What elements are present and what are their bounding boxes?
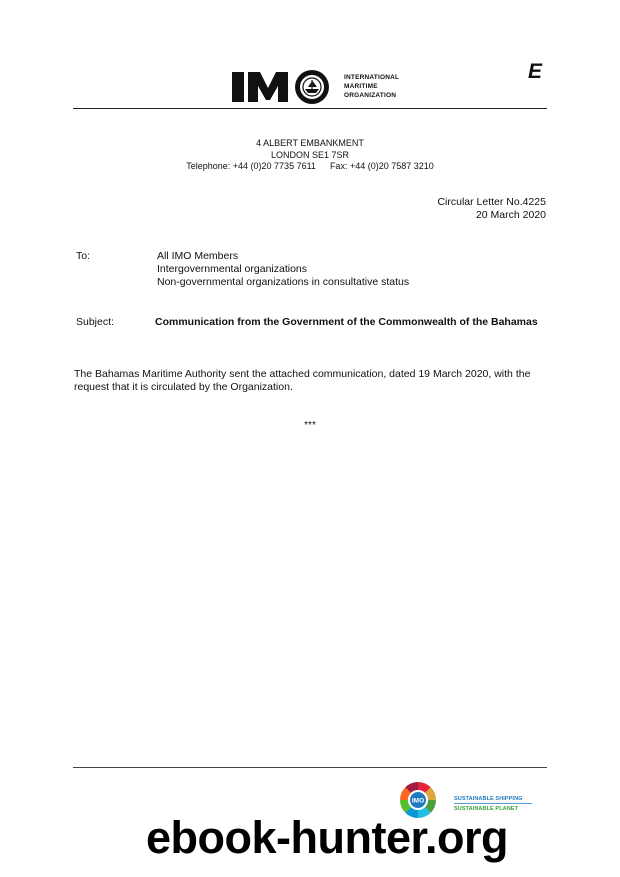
fax: Fax: +44 (0)20 7587 3210 <box>329 161 434 171</box>
recipient-item: Intergovernmental organizations <box>157 263 308 275</box>
imo-logo <box>230 66 420 108</box>
address-line: LONDON SE1 7SR <box>270 149 350 160</box>
address-line: 4 ALBERT EMBANKMENT <box>256 138 364 148</box>
footer-divider <box>73 767 547 768</box>
subject-label: Subject: <box>76 316 114 328</box>
reference-block <box>437 196 546 221</box>
section-separator: *** <box>304 420 316 431</box>
subject-text: Communication from the Government of the Commonwealth of the Bahamas <box>155 316 538 328</box>
recipient-item: Non-governmental organizations in consultative status <box>157 276 410 288</box>
header-divider <box>73 108 547 109</box>
watermark: ebook-hunter.org <box>146 812 508 863</box>
language-mark: E <box>527 60 542 83</box>
telephone: Telephone: +44 (0)20 7735 7611 <box>186 161 316 171</box>
circular-number: Circular Letter No.4225 <box>437 196 546 208</box>
to-label: To: <box>76 250 91 262</box>
recipient-item: All IMO Members <box>157 250 239 262</box>
badge-line-1: SUSTAINABLE SHIPPING <box>454 796 523 802</box>
org-address <box>73 138 547 173</box>
badge-logo-text: IMO <box>411 797 425 805</box>
imo-logo-mark-icon <box>230 68 340 106</box>
org-name: INTERNATIONAL MARITIME ORGANIZATION <box>344 74 400 99</box>
circular-date: 20 March 2020 <box>475 208 546 221</box>
badge-divider <box>454 803 532 804</box>
recipient-list <box>157 250 409 289</box>
badge-line-2: SUSTAINABLE PLANET <box>454 806 519 812</box>
body-paragraph: The Bahamas Maritime Authority sent the attached communication, dated 19 March 2020, with the request that it is circulated by the Organization. <box>74 368 531 393</box>
contact-line <box>73 161 547 173</box>
